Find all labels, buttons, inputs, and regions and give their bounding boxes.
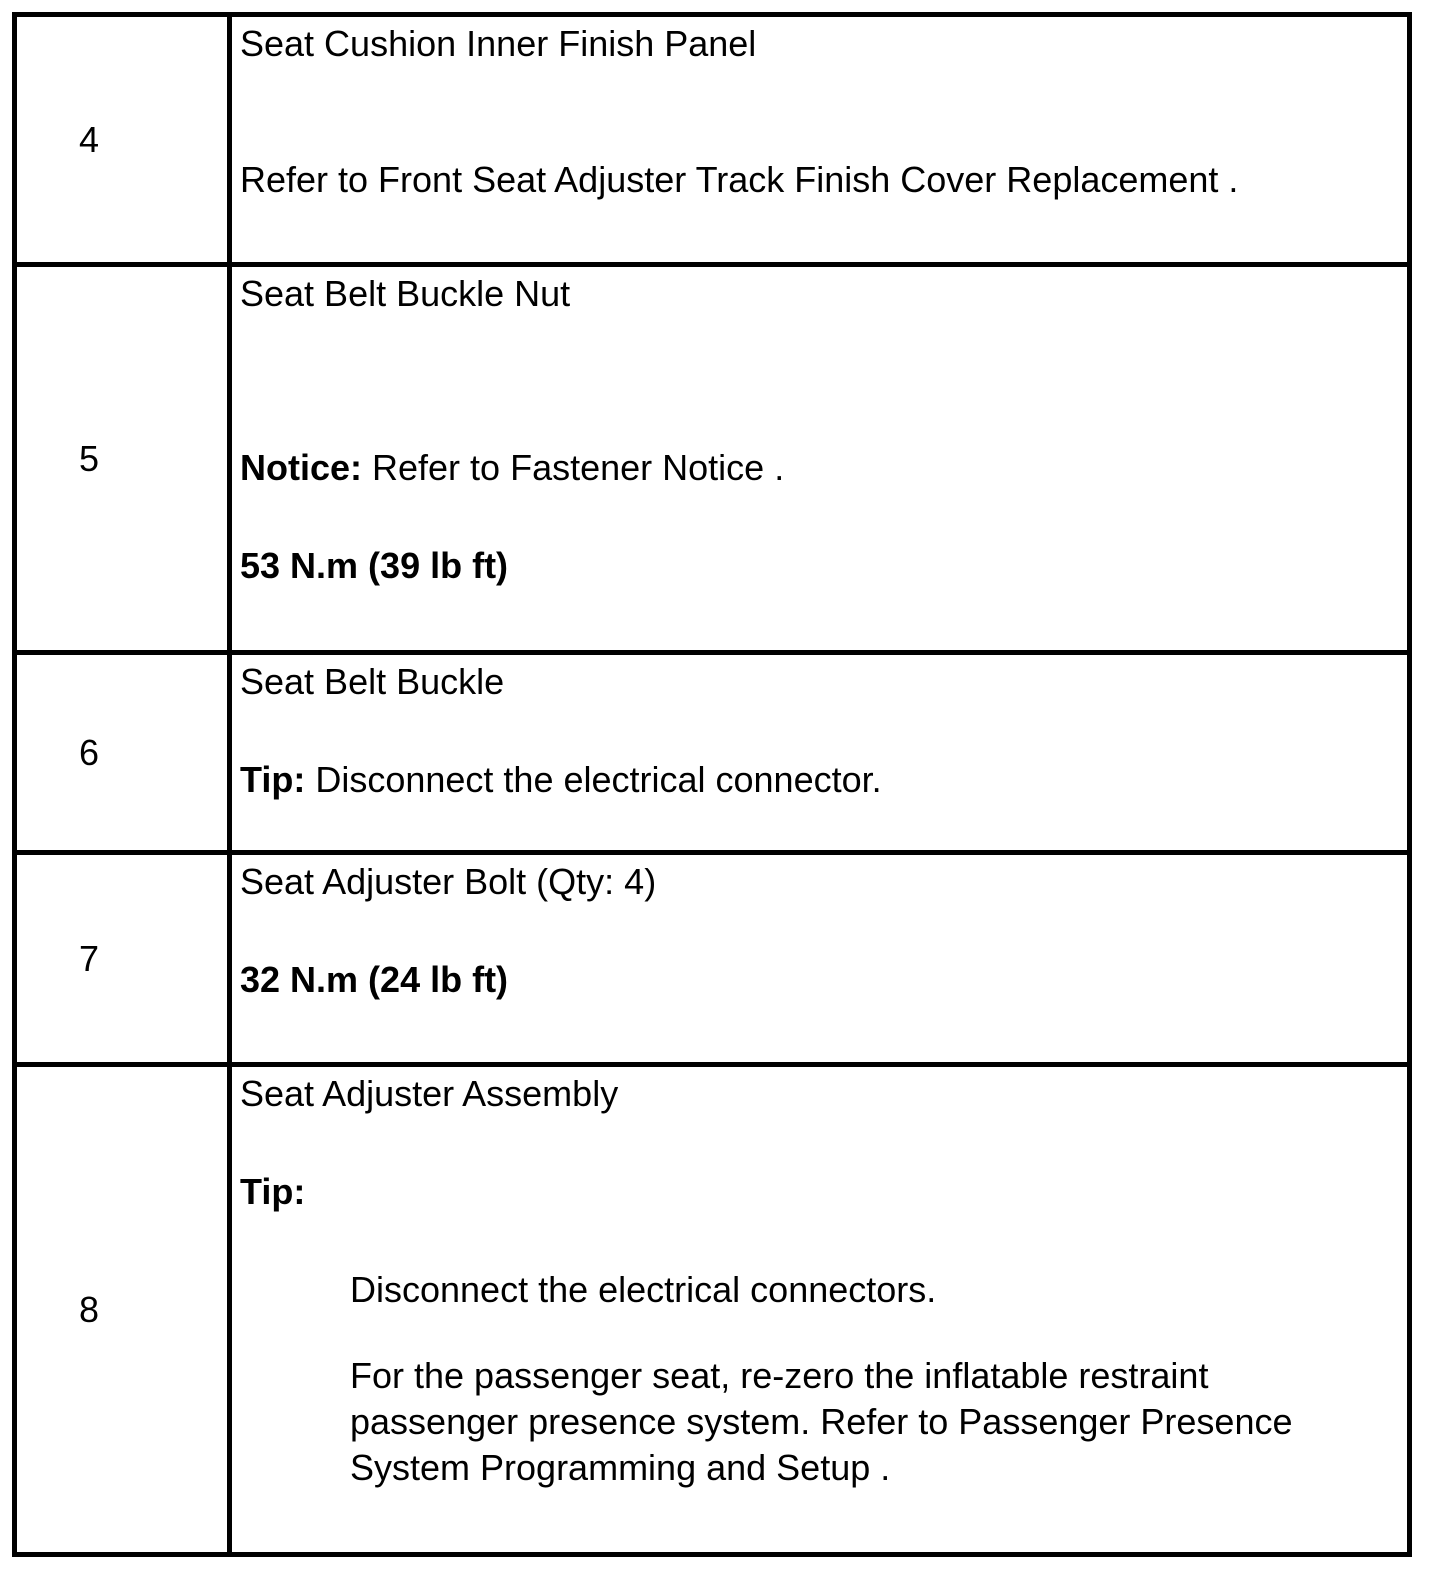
component-title: Seat Adjuster Assembly [240,1073,619,1114]
step-content [230,15,1410,265]
tip-label: Tip: [240,759,306,800]
table-row [15,653,1410,853]
component-title: Seat Cushion Inner Finish Panel [240,23,757,64]
step-number: 7 [15,853,230,1065]
table-row [15,1065,1410,1555]
component-title: Seat Adjuster Bolt (Qty: 4) [240,861,657,902]
notice-text[interactable]: Refer to Fastener Notice . [362,447,785,488]
notice-label: Notice: [240,447,363,488]
tip-line [240,759,1407,800]
component-title: Seat Belt Buckle [240,661,505,702]
step-number: 5 [15,265,230,653]
step-content [230,653,1410,853]
torque-spec: 32 N.m (24 lb ft) [240,959,509,1000]
step-content [230,1065,1410,1555]
table-row [15,15,1410,265]
step-number: 6 [15,653,230,853]
reference-link[interactable]: Refer to Front Seat Adjuster Track Finish Cover Replacement . [240,159,1239,200]
step-number: 4 [15,15,230,265]
table-row [15,265,1410,653]
tip-text: Disconnect the electrical connector. [305,759,882,800]
tip-label: Tip: [240,1171,306,1212]
torque-spec: 53 N.m (39 lb ft) [240,545,509,586]
procedure-table [12,12,1412,1557]
table-row [15,853,1410,1065]
tip-item-reference[interactable]: For the passenger seat, re-zero the inflatable restraint passenger presence system. Refer to Passenger Presence System Programming and Setup . [350,1355,1293,1488]
step-content [230,265,1410,653]
notice-line [240,447,1407,488]
step-number: 8 [15,1065,230,1555]
component-title: Seat Belt Buckle Nut [240,273,571,314]
step-content [230,853,1410,1065]
tip-item: Disconnect the electrical connectors. [350,1269,937,1310]
